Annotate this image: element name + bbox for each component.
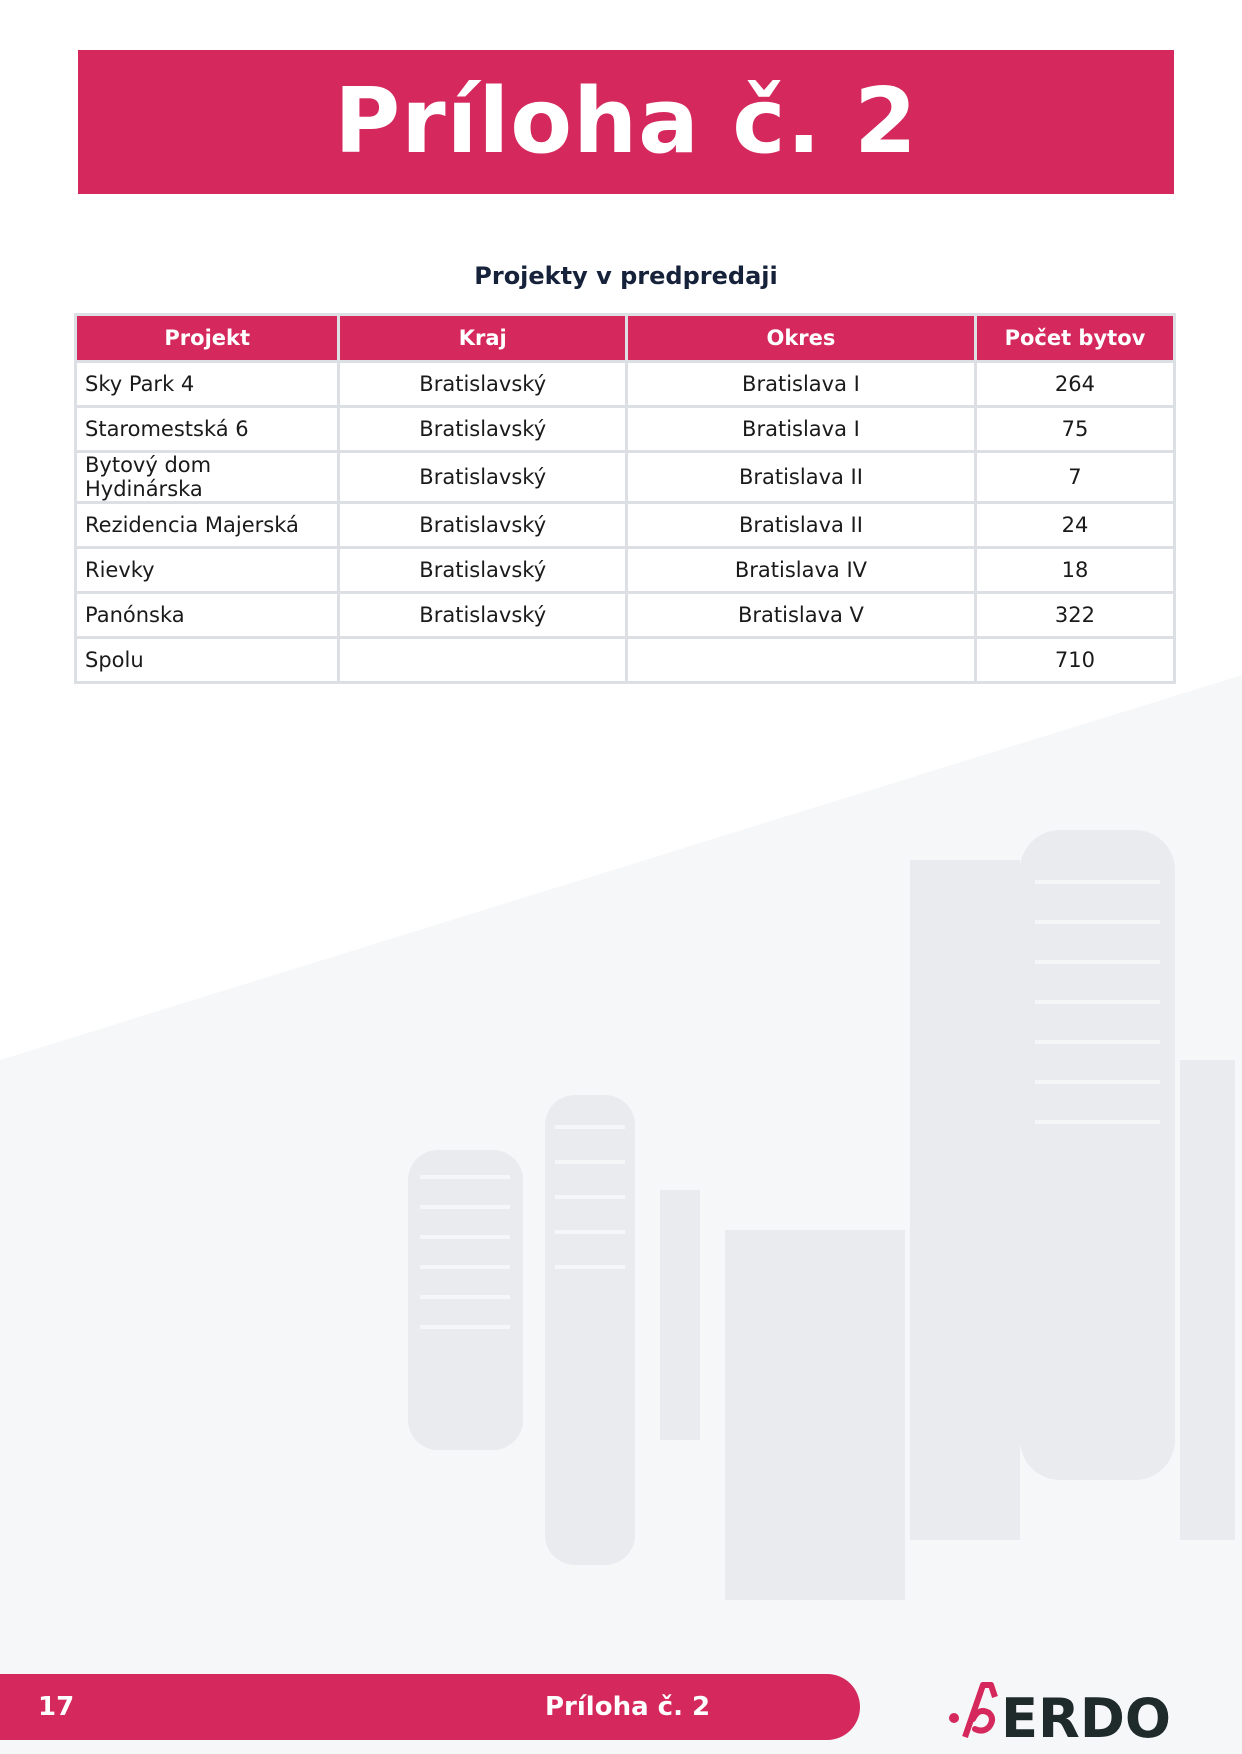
table-row: [77, 363, 1173, 405]
cell-kraj: Bratislavský: [340, 594, 625, 636]
cell-okres: Bratislava V: [628, 594, 974, 636]
header-kraj: Kraj: [340, 316, 625, 360]
table-row: [77, 453, 1173, 501]
erdo-logo: [945, 1675, 1175, 1745]
cell-okres: Bratislava I: [628, 408, 974, 450]
cell-pocet: 322: [977, 594, 1173, 636]
cell-pocet: 24: [977, 504, 1173, 546]
cell-okres: Bratislava I: [628, 363, 974, 405]
cell-projekt: Rievky: [77, 549, 337, 591]
cell-okres: Bratislava II: [628, 504, 974, 546]
cell-okres: Bratislava II: [628, 453, 974, 501]
cell-projekt: Staromestská 6: [77, 408, 337, 450]
cell-pocet: 18: [977, 549, 1173, 591]
page-number: 17: [38, 1692, 75, 1722]
table-caption: Projekty v predpredaji: [474, 262, 778, 290]
table-row: [77, 408, 1173, 450]
header-projekt: Projekt: [77, 316, 337, 360]
cell-pocet: 75: [977, 408, 1173, 450]
cell-kraj: [340, 639, 625, 681]
projects-table: [74, 313, 1176, 684]
page-title: Príloha č. 2: [334, 69, 918, 174]
cell-projekt: Panónska: [77, 594, 337, 636]
logo-text: ERDO: [1001, 1687, 1171, 1745]
table-total-row: [77, 639, 1173, 681]
cell-pocet: 710: [977, 639, 1173, 681]
cell-pocet: 7: [977, 453, 1173, 501]
cell-kraj: Bratislavský: [340, 453, 625, 501]
cell-projekt: Sky Park 4: [77, 363, 337, 405]
cell-kraj: Bratislavský: [340, 504, 625, 546]
cell-kraj: Bratislavský: [340, 363, 625, 405]
cell-kraj: Bratislavský: [340, 408, 625, 450]
footer-title: Príloha č. 2: [545, 1692, 711, 1722]
table-row: [77, 549, 1173, 591]
cell-projekt: Bytový dom Hydinárska: [77, 453, 337, 501]
table-row: [77, 504, 1173, 546]
erdo-logo-icon: [949, 1685, 995, 1737]
cell-okres: [628, 639, 974, 681]
cell-kraj: Bratislavský: [340, 549, 625, 591]
cell-projekt: Rezidencia Majerská: [77, 504, 337, 546]
header-pocet-bytov: Počet bytov: [977, 316, 1173, 360]
table-header-row: [77, 316, 1173, 360]
header-okres: Okres: [628, 316, 974, 360]
cell-okres: Bratislava IV: [628, 549, 974, 591]
footer-bar: [0, 1674, 860, 1740]
cell-projekt: Spolu: [77, 639, 337, 681]
title-banner: [78, 50, 1174, 194]
cell-pocet: 264: [977, 363, 1173, 405]
table-row: [77, 594, 1173, 636]
